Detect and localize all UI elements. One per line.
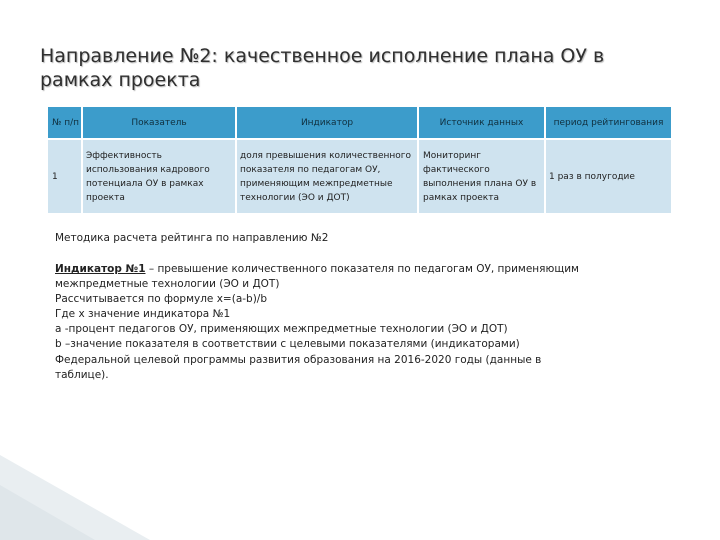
method-title: Методика расчета рейтинга по направлению №2	[55, 232, 329, 244]
description-line: межпредметные технологии (ЭО и ДОТ)	[55, 278, 280, 291]
description-line	[55, 262, 635, 277]
header-indicator-name: Показатель	[82, 107, 236, 139]
method-description	[55, 262, 635, 383]
table-header-row	[48, 107, 672, 139]
header-data-source: Источник данных	[418, 107, 545, 139]
description-line: Федеральной целевой программы развития образования на 2016-2020 годы (данные в	[55, 353, 542, 366]
header-indicator: Индикатор	[236, 107, 418, 139]
description-line: таблице).	[55, 368, 109, 381]
description-line: Где x значение индикатора №1	[55, 308, 231, 321]
header-number: № п/п	[48, 107, 82, 139]
table-row	[48, 139, 672, 213]
cell-indicator: доля превышения количественного показателя по педагогам ОУ, применяющим межпредметные технологии (ЭО и ДОТ)	[236, 139, 418, 213]
formula-line: Рассчитывается по формуле x=(a-b)/b	[55, 293, 268, 306]
header-rating-period: период рейтингования	[545, 107, 672, 139]
slide-title: Направление №2: качественное исполнение плана ОУ в рамках проекта	[40, 45, 605, 91]
variable-a-line: a -процент педагогов ОУ, применяющих межпредметные технологии (ЭО и ДОТ)	[55, 323, 508, 336]
cell-rating-period: 1 раз в полугодие	[545, 139, 672, 213]
variable-b-line: b –значение показателя в соответствии с целевыми показателями (индикаторами)	[55, 338, 520, 351]
cell-number: 1	[48, 139, 82, 213]
cell-data-source: Мониторинг фактического выполнения плана ОУ в рамках проекта	[418, 139, 545, 213]
indicator-definition: – превышение количественного показателя по педагогам ОУ, применяющим	[145, 263, 579, 275]
rating-table	[48, 107, 673, 213]
indicator-label: Индикатор №1	[55, 263, 146, 275]
cell-indicator-name: Эффективность использования кадрового потенциала ОУ в рамках проекта	[82, 139, 236, 213]
